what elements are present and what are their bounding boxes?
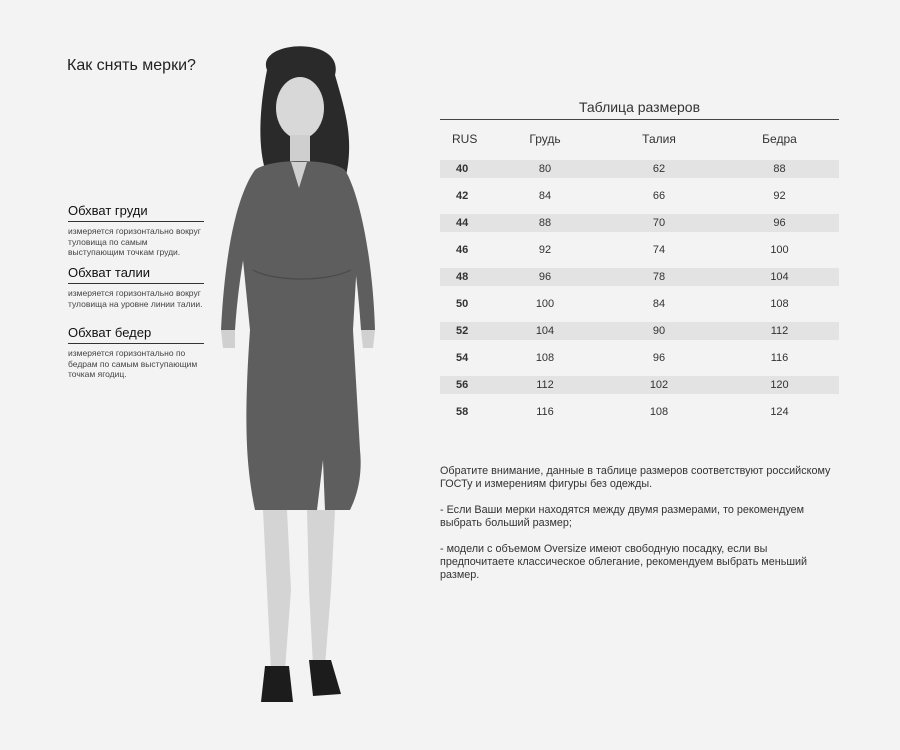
- cell-bust: 92: [538, 244, 552, 256]
- cell-hips: 120: [770, 379, 789, 391]
- header-rus: RUS: [452, 132, 478, 146]
- measure-waist: [68, 265, 204, 309]
- note-between-sizes: - Если Ваши мерки находятся между двумя размерами, то рекомендуем выбрать больший размер;: [440, 504, 805, 529]
- measure-bust: [68, 203, 204, 258]
- model-left-shoe: [261, 666, 293, 702]
- cell-rus: 52: [456, 325, 469, 337]
- measure-bust-title: Обхват груди: [68, 203, 204, 222]
- table-row: [440, 349, 839, 367]
- measure-waist-title: Обхват талии: [68, 265, 204, 284]
- header-hips: Бедра: [762, 132, 797, 146]
- cell-bust: 112: [536, 379, 554, 391]
- table-row: [440, 403, 839, 421]
- cell-rus: 44: [456, 217, 469, 229]
- cell-waist: 96: [652, 352, 666, 364]
- cell-rus: 46: [456, 244, 469, 256]
- table-row: [440, 214, 839, 232]
- table-row: [440, 160, 839, 178]
- model-left-hand: [221, 330, 235, 348]
- cell-bust: 104: [535, 325, 555, 337]
- measure-waist-description: измеряется горизонтально вокруг туловища на уровне линии талии.: [68, 288, 203, 309]
- table-row: [440, 295, 839, 313]
- model-face: [276, 77, 324, 139]
- cell-rus: 40: [456, 163, 469, 175]
- model-right-shoe: [309, 660, 341, 696]
- table-row: [440, 268, 839, 286]
- cell-rus: 58: [456, 406, 469, 418]
- cell-waist: 62: [652, 163, 666, 175]
- cell-waist: 90: [652, 325, 666, 337]
- cell-hips: 124: [770, 406, 789, 418]
- cell-hips: 116: [770, 352, 789, 364]
- cell-hips: 92: [773, 190, 786, 202]
- model-photo: [195, 30, 405, 720]
- cell-bust: 88: [538, 217, 552, 229]
- model-right-leg: [307, 510, 335, 666]
- cell-rus: 48: [456, 271, 469, 283]
- header-waist: Талия: [642, 132, 676, 146]
- cell-rus: 42: [456, 190, 469, 202]
- model-neck: [290, 135, 310, 163]
- table-row: [440, 322, 839, 340]
- size-table: [440, 97, 839, 430]
- measure-bust-description: измеряется горизонтально вокруг туловища по самым выступающим точкам груди.: [68, 226, 201, 257]
- cell-waist: 102: [649, 379, 669, 391]
- measure-hips: [68, 325, 204, 380]
- cell-bust: 96: [538, 271, 552, 283]
- cell-waist: 78: [652, 271, 666, 283]
- table-row: [440, 241, 839, 259]
- header-bust: Грудь: [529, 132, 561, 146]
- model-right-hand: [361, 330, 375, 348]
- size-table-header: [440, 124, 839, 154]
- cell-bust: 108: [535, 352, 555, 364]
- model-dress: [243, 161, 361, 510]
- cell-hips: 104: [770, 271, 789, 283]
- table-row: [440, 187, 839, 205]
- cell-rus: 54: [456, 352, 469, 364]
- cell-waist: 66: [652, 190, 666, 202]
- cell-waist: 84: [652, 298, 666, 310]
- measure-hips-description: измеряется горизонтально по бедрам по самым выступающим точкам ягодиц.: [68, 348, 198, 379]
- cell-rus: 50: [456, 298, 469, 310]
- cell-rus: 56: [456, 379, 469, 391]
- cell-hips: 88: [773, 163, 786, 175]
- page-title: Как снять мерки?: [67, 57, 196, 74]
- size-table-title: Таблица размеров: [578, 99, 701, 115]
- size-table-body: [440, 160, 839, 421]
- size-notes: [440, 465, 840, 595]
- table-row: [440, 376, 839, 394]
- cell-bust: 116: [536, 406, 554, 418]
- cell-waist: 70: [652, 217, 666, 229]
- cell-waist: 108: [649, 406, 669, 418]
- cell-waist: 74: [652, 244, 666, 256]
- note-oversize: - модели с объемом Oversize имеют свободную посадку, если вы предпочитаете классическое облегание, рекомендуем выбрать меньший размер.: [440, 543, 808, 581]
- cell-bust: 100: [535, 298, 555, 310]
- cell-hips: 112: [770, 325, 789, 337]
- measure-hips-title: Обхват бедер: [68, 325, 204, 344]
- note-gost: Обратите внимание, данные в таблице размеров соответствуют российскому ГОСТу и измерениям фигуры без одежды.: [440, 465, 831, 490]
- cell-hips: 96: [773, 217, 786, 229]
- cell-bust: 80: [538, 163, 552, 175]
- size-table-rule: [440, 119, 839, 120]
- cell-hips: 108: [770, 298, 789, 310]
- model-left-leg: [263, 510, 291, 670]
- cell-bust: 84: [538, 190, 552, 202]
- cell-hips: 100: [770, 244, 789, 256]
